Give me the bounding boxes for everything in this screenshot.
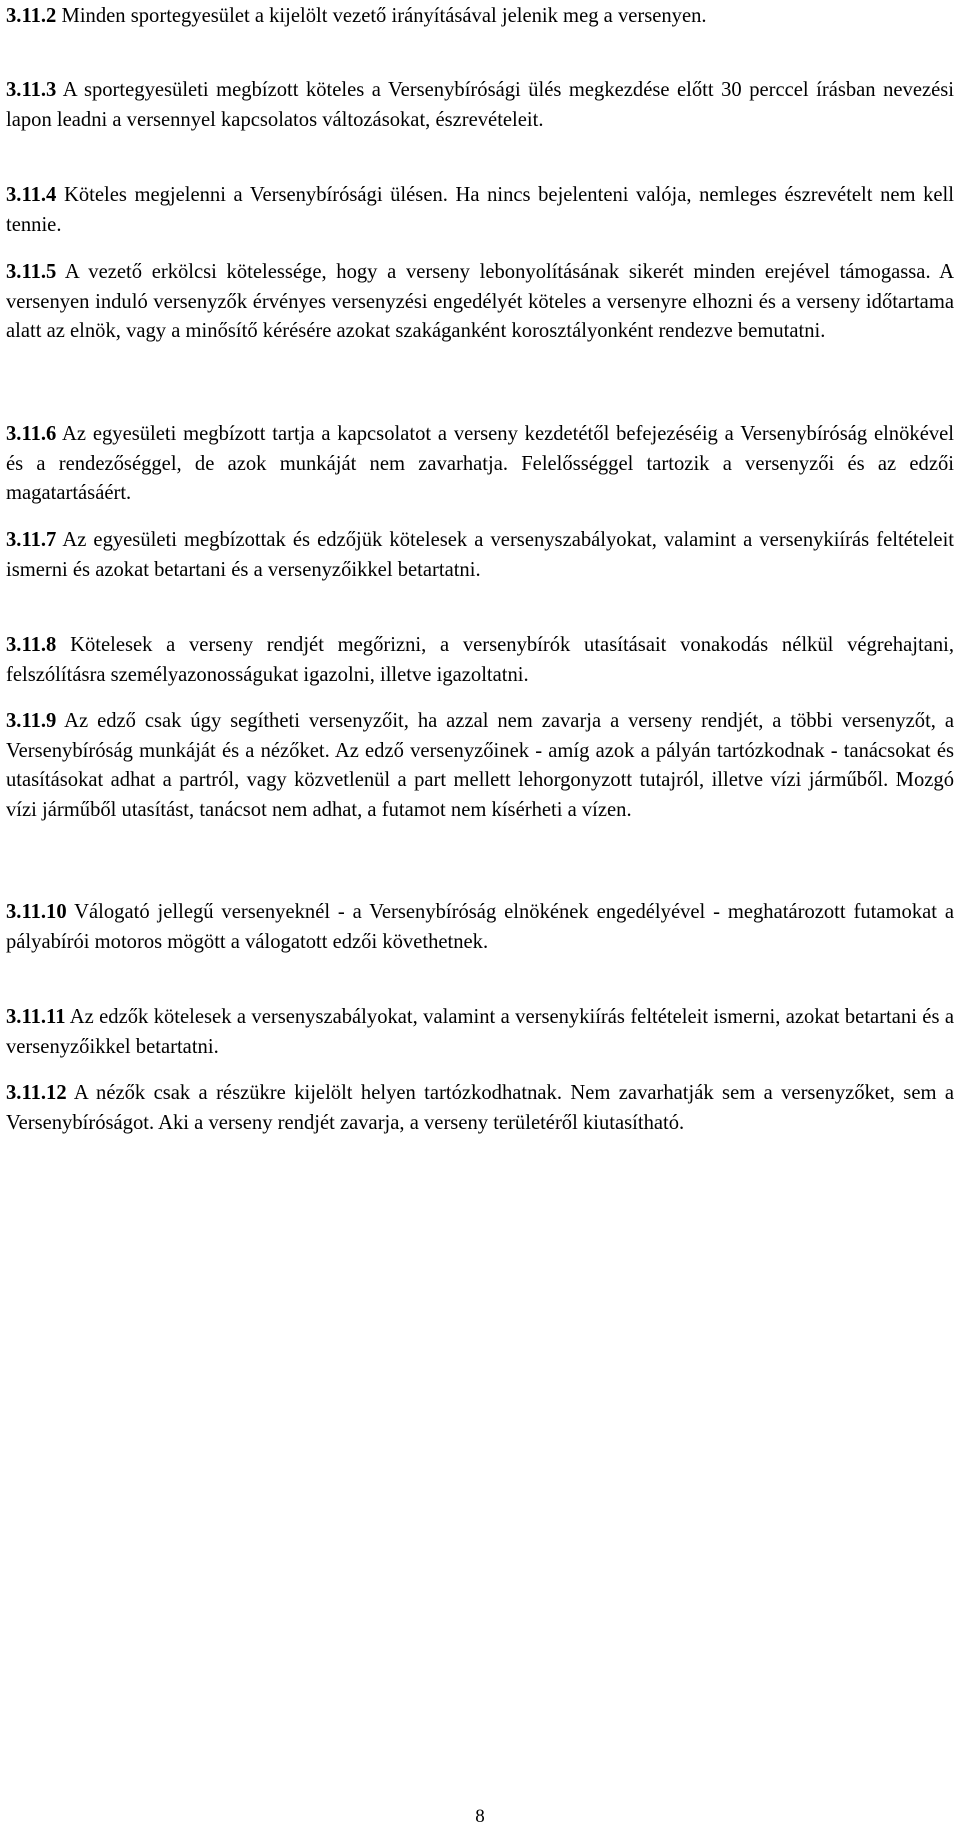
section-number: 3.11.3 [6,79,57,101]
section-3-11-6 [6,420,954,509]
section-number: 3.11.4 [6,184,57,206]
section-number: 3.11.9 [6,710,57,732]
section-text: Minden sportegyesület a kijelölt vezető irányításával jelenik meg a versenyen. [61,5,707,27]
section-number: 3.11.12 [6,1082,67,1104]
section-3-11-12 [6,1079,954,1138]
section-number: 3.11.5 [6,261,57,283]
section-text: Az edző csak úgy segítheti versenyzőit, ha azzal nem zavarja a verseny rendjét, a többi versenyzőt, a Versenybíróság munkáját és a nézőket. Az edző versenyzőinek - amíg azok a pályán tartózkodnak - tanácsokat és utasításokat adhat a partról, vagy közvetlenül a part mellett lehorgonyzott tutajról, illetve vízi járműből. Mozgó vízi járműből utasítást, tanácsot nem adhat, a futamot nem kísérheti a vízen. [6,710,954,821]
section-3-11-11 [6,1003,954,1062]
section-3-11-9 [6,707,954,825]
section-text: A vezető erkölcsi kötelessége, hogy a verseny lebonyolításának sikerét minden erejével támogassa. A versenyen induló versenyzők érvényes versenyzési engedélyét köteles a versenyre elhozni és a verseny időtartama alatt az elnök, vagy a minősítő kérésére azokat szakáganként korosztályonként rendezve bemutatni. [6,261,954,343]
section-number: 3.11.11 [6,1006,66,1028]
section-text: Köteles megjelenni a Versenybírósági ülésen. Ha nincs bejelenteni valója, nemleges észrevételt nem kell tennie. [6,184,954,236]
section-text: Az egyesületi megbízottak és edzőjük kötelesek a versenyszabályokat, valamint a versenykiírás feltételeit ismerni és azokat betartani és a versenyzőikkel betartatni. [6,529,955,581]
section-text: Az edzők kötelesek a versenyszabályokat, valamint a versenykiírás feltételeit ismerni, azokat betartani és a versenyzőikkel betartatni. [6,1006,954,1058]
section-number: 3.11.7 [6,529,57,551]
section-number: 3.11.6 [6,423,57,445]
section-text: A sportegyesületi megbízott köteles a Versenybírósági ülés megkezdése előtt 30 perccel írásban nevezési lapon leadni a versennyel kapcsolatos változásokat, észrevételeit. [6,79,954,131]
section-number: 3.11.2 [6,5,57,27]
section-text: Válogató jellegű versenyeknél - a Versenybíróság elnökének engedélyével - meghatározott futamokat a pályabírói motoros mögött a válogatott edzői követhetnek. [6,901,954,953]
section-3-11-5 [6,258,954,347]
section-3-11-4 [6,181,954,240]
section-3-11-2 [6,2,954,32]
section-3-11-8 [6,631,954,690]
section-number: 3.11.10 [6,901,67,923]
section-3-11-3 [6,76,954,135]
section-text: Kötelesek a verseny rendjét megőrizni, a versenybírók utasításait vonakodás nélkül végrehajtani, felszólításra személyazonosságukat igazolni, illetve igazoltatni. [6,634,954,686]
section-number: 3.11.8 [6,634,57,656]
section-3-11-10 [6,898,954,957]
section-text: A nézők csak a részükre kijelölt helyen tartózkodhatnak. Nem zavarhatják sem a versenyzőket, sem a Versenybíróságot. Aki a verseny rendjét zavarja, a verseny területéről kiutasítható. [6,1082,954,1134]
section-text: Az egyesületi megbízott tartja a kapcsolatot a verseny kezdetétől befejezéséig a Versenybíróság elnökével és a rendezőséggel, de azok munkáját nem zavarhatja. Felelősséggel tartozik a versenyzői és az edzői magatartásáért. [6,423,954,505]
section-3-11-7 [6,526,954,585]
page-number: 8 [475,1806,485,1827]
